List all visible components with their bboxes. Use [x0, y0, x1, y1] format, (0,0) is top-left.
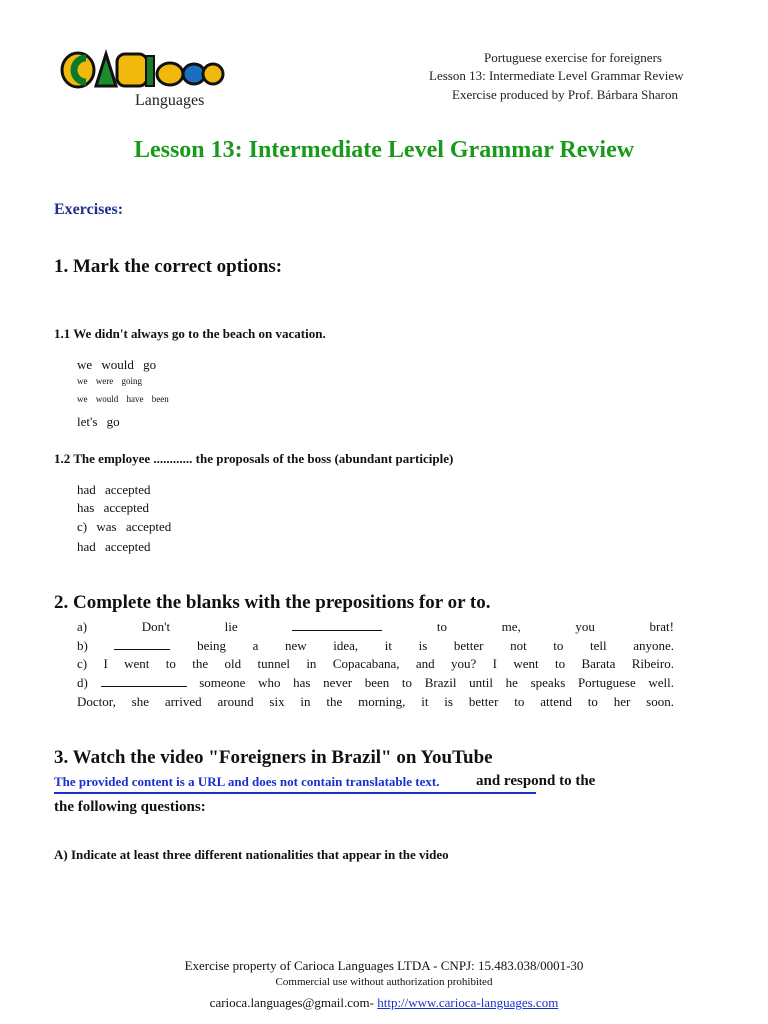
sentence-b-start: b)	[77, 638, 88, 653]
carioca-logo-wordmark	[60, 46, 225, 96]
option-1-2-b[interactable]: has accepted	[77, 500, 150, 515]
sentence-a-start: a) Don't lie	[77, 619, 238, 634]
logo-subtitle: Languages	[135, 92, 205, 109]
respond-text-2: the following questions:	[54, 799, 206, 815]
exercises-label: Exercises:	[54, 201, 124, 218]
sentence-a	[77, 619, 674, 635]
footer-email[interactable]: carioca.languages@gmail.com-	[209, 995, 374, 1010]
question-3-a: A) Indicate at least three different nationalities that appear in the video	[54, 847, 449, 862]
header-line-2: Lesson 13: Intermediate Level Grammar Review	[429, 68, 684, 83]
footer-copyright: Exercise property of Carioca Languages LTDA - CNPJ: 15.483.038/0001-30	[184, 958, 584, 973]
section-2-heading: 2. Complete the blanks with the prepositions for or to.	[54, 592, 491, 613]
sentence-d-start: d)	[77, 675, 88, 690]
carioca-logo	[60, 46, 230, 116]
blank-a[interactable]	[292, 619, 382, 631]
respond-text-1: and respond to the	[476, 773, 596, 789]
video-link-underline	[54, 792, 536, 794]
sentence-c: c) I went to the old tunnel in Copacabana, and you? I went to Barata Ribeiro.	[77, 656, 674, 671]
option-1-1-d[interactable]: let's go	[77, 414, 120, 429]
option-1-2-c[interactable]: c) was accepted	[77, 519, 172, 534]
option-1-1-a[interactable]: we would go	[77, 357, 157, 372]
sentence-e: Doctor, she arrived around six in the morning, it is better to attend to her soon.	[77, 694, 674, 709]
option-1-1-b[interactable]: we were going	[77, 376, 142, 386]
question-1-2: 1.2 The employee ............ the proposals of the boss (abundant participle)	[54, 451, 454, 466]
option-1-2-a[interactable]: had accepted	[77, 482, 151, 497]
footer-website-link[interactable]: http://www.carioca-languages.com	[377, 995, 559, 1010]
video-link[interactable]: The provided content is a URL and does not contain translatable text.	[54, 774, 440, 789]
sentence-b-end: being a new idea, it is better not to tell anyone.	[197, 638, 675, 653]
sentence-b	[77, 638, 674, 654]
header-line-3: Exercise produced by Prof. Bárbara Sharon	[452, 87, 678, 102]
footer-notice: Commercial use without authorization prohibited	[275, 976, 493, 988]
question-1-1: 1.1 We didn't always go to the beach on vacation.	[54, 326, 326, 341]
blank-d[interactable]	[101, 675, 187, 687]
blank-b[interactable]	[114, 638, 170, 650]
section-3-heading: 3. Watch the video "Foreigners in Brazil" on YouTube	[54, 747, 493, 768]
sentence-d-end: someone who has never been to Brazil until he speaks Portuguese well.	[199, 675, 675, 690]
sentence-d	[77, 675, 674, 691]
option-1-2-d[interactable]: had accepted	[77, 539, 151, 554]
option-1-1-c[interactable]: we would have been	[77, 394, 169, 404]
footer-contact	[0, 995, 768, 1011]
page-title: Lesson 13: Intermediate Level Grammar Review	[133, 137, 635, 163]
section-1-heading: 1. Mark the correct options:	[54, 256, 283, 277]
sentence-a-end: to me, you brat!	[436, 619, 674, 634]
header-line-1: Portuguese exercise for foreigners	[484, 50, 662, 65]
